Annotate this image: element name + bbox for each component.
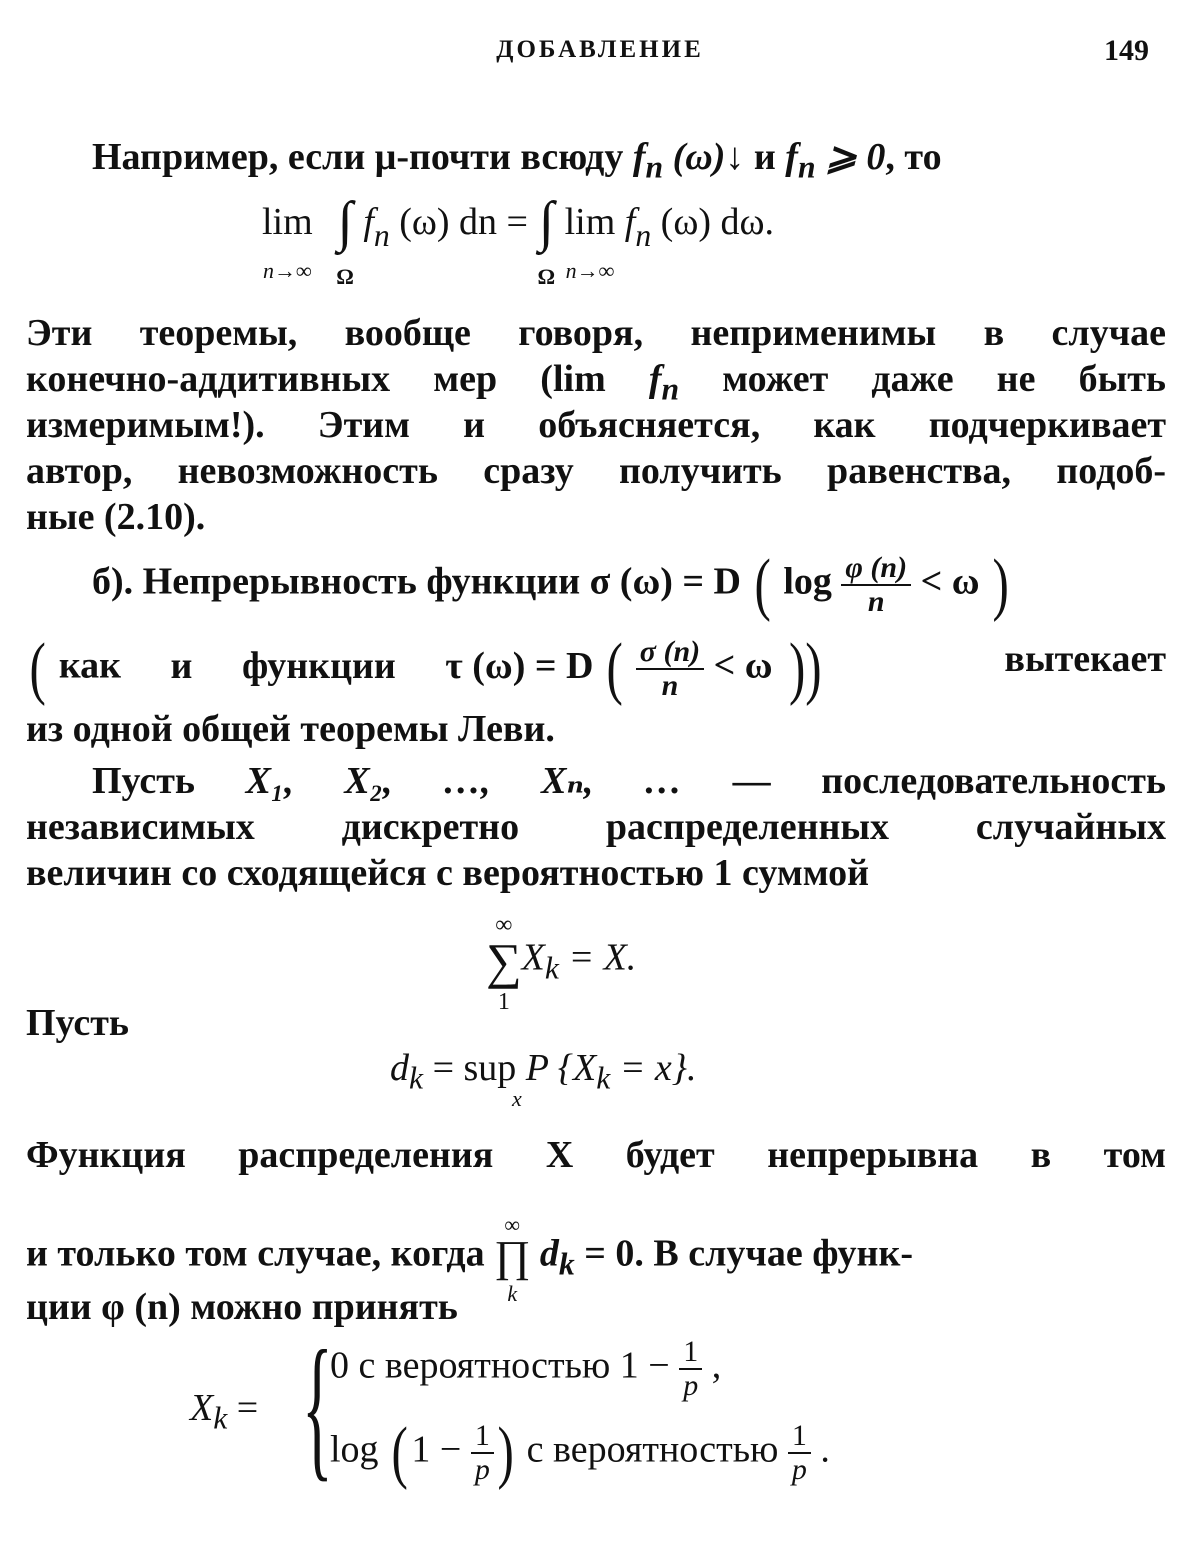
prod-d: d <box>530 1232 559 1275</box>
fraction-sigma-n <box>636 636 704 702</box>
frac2-den: n <box>661 669 679 702</box>
sum-rest: = X. <box>558 936 637 979</box>
sup-sub: k <box>409 1060 424 1096</box>
sum-top: ∞ <box>495 912 513 938</box>
word-func: функции <box>241 644 396 687</box>
para1-text-c: , то <box>885 136 942 178</box>
sum-body: X <box>521 936 545 979</box>
left-integrand: f <box>363 201 374 243</box>
lim-fn: $f_n$ <box>648 358 680 407</box>
sup-eq: = sup <box>423 1047 526 1089</box>
log-label: log <box>783 560 832 603</box>
sup-rest: P {X <box>525 1047 597 1089</box>
integral-right: ∫ Ω <box>537 191 556 289</box>
left-rest: (ω) dn = <box>389 201 538 243</box>
tau-expr: τ (ω) = D <box>445 644 594 687</box>
sup-sub-2: k <box>596 1060 611 1096</box>
sup-rest2: = x}. <box>610 1047 697 1089</box>
sum-sigma: ∑ <box>486 933 522 989</box>
para5-line1: Пусть <box>26 1002 130 1044</box>
word-posl: — последовательность <box>732 760 1167 802</box>
less-omega-2: < ω <box>704 644 773 687</box>
para2-line3: измеримым!). Этим и объясняется, как подчеркивает <box>26 404 1166 446</box>
case1-frac <box>679 1336 702 1402</box>
running-header: ДОБАВЛЕНИЕ <box>496 36 704 63</box>
cases-lhs-sub: k <box>213 1400 228 1436</box>
limit-integral-formula: lim n→∞ ∫ Ω $f_n$ (ω) dn = ∫ Ω lim n→∞ $f_n$ (ω) dω. <box>262 200 774 294</box>
para4-line2: независимых дискретно распределенных случайных <box>26 806 1166 848</box>
case2-end: . <box>810 1428 830 1471</box>
page-number: 149 <box>1104 34 1149 67</box>
para6-line3: ции φ (n) можно принять <box>26 1286 458 1328</box>
prod-symbol: ∏ <box>494 1232 531 1281</box>
para4-line3: величин со сходящейся с вероятностью 1 суммой <box>26 852 870 894</box>
case2-frac <box>471 1420 494 1486</box>
lim-label-right: lim <box>564 201 616 243</box>
integral-domain-left: Ω <box>336 264 354 289</box>
fn-nonneg: $f_n$ ⩾ 0 <box>785 136 886 185</box>
case2-num: 1 <box>471 1420 494 1454</box>
cases-lhs: X <box>190 1387 214 1429</box>
case2-text: с вероятностью <box>517 1428 788 1471</box>
para2-line1: Эти теоремы, вообще говоря, неприменимы в случае <box>26 312 1166 354</box>
prod-top: ∞ <box>504 1212 521 1237</box>
less-omega: < ω <box>911 560 980 603</box>
fraction-phi-n <box>841 552 911 618</box>
fn-expr: $f_n$ (ω)↓ <box>632 136 745 185</box>
case2-den: p <box>474 1453 490 1486</box>
word-vytekaet: вытекает <box>1004 638 1166 680</box>
para6-line2-c: = 0. В случае функ- <box>574 1232 913 1275</box>
para3-line1: б). Непрерывность функции σ (ω) = D ( log $\frac{\varphi (n)}{n}$ < ω ) <box>92 546 1009 623</box>
case1-den: p <box>683 1369 699 1402</box>
lim-label: lim <box>262 201 313 243</box>
frac-num: φ (n) <box>841 552 911 586</box>
sup-d: d <box>390 1047 409 1089</box>
sup-formula <box>390 1046 697 1111</box>
sup-under: x <box>512 1086 522 1111</box>
para6-line2: и только том случае, когда ∞ ∏ k $d_k = 0$. В случае функ- <box>26 1208 1166 1306</box>
cases-brace: { <box>302 1317 333 1495</box>
sequence-x: X₁, X₂, …, Xₙ, … <box>245 760 683 802</box>
para1-text-a: Например, если μ-почти всюду <box>92 136 633 178</box>
para2-line2-b: может даже не быть <box>679 358 1167 400</box>
lim-sub-right: n→∞ <box>565 258 615 283</box>
frac-den: n <box>867 585 885 618</box>
case1-num: 1 <box>679 1336 702 1370</box>
case2-log: log <box>330 1428 379 1471</box>
case2-den2: p <box>791 1453 807 1486</box>
word-i: и <box>170 644 193 687</box>
para3-line3: из одной общей теоремы Леви. <box>26 708 555 750</box>
sum-bottom: 1 <box>497 989 510 1015</box>
para6-line2-a: и только том случае, когда <box>26 1232 485 1275</box>
para4-line1 <box>92 758 1166 804</box>
frac2-num: σ (n) <box>636 636 704 670</box>
integral-domain-right: Ω <box>537 264 556 289</box>
case2-frac2 <box>788 1420 811 1486</box>
case1-text: 0 с вероятностью 1 − <box>330 1344 680 1387</box>
lim-right <box>565 200 616 288</box>
para1-text-b: и <box>744 136 786 178</box>
para6-line1: Функция распределения X будет непрерывна в том <box>26 1134 1166 1176</box>
para1-line1 <box>92 134 1166 191</box>
case1-end: , <box>702 1344 722 1387</box>
integral-left: ∫ Ω <box>336 191 354 289</box>
para2-line2-a: конечно-аддитивных мер (lim <box>26 358 649 400</box>
prod-bottom: k <box>507 1281 518 1306</box>
word-pust: Пусть <box>92 760 196 802</box>
case2-in: 1 − <box>411 1428 471 1471</box>
cases-eq: = <box>227 1387 259 1429</box>
lim-sub: n→∞ <box>263 258 312 283</box>
case-2: log (1 − $\frac{1}{p}$ ) с вероятностью $\frac{1}{p}$ . <box>330 1414 830 1491</box>
lim-left <box>262 200 313 288</box>
case2-num2: 1 <box>788 1420 811 1454</box>
word-kak: как <box>58 644 122 687</box>
para3-text: б). Непрерывность функции σ (ω) = D <box>92 560 741 603</box>
para2-line5: ные (2.10). <box>26 496 206 538</box>
right-rest: (ω) dω. <box>651 201 775 243</box>
para2-line4: автор, невозможность сразу получить равенства, подоб- <box>26 450 1166 492</box>
case-1 <box>330 1336 721 1402</box>
para3-line2: ( как и функции τ (ω) = D ( $\frac{\sigma (n)}{n}$ < ω )) вытекает <box>29 630 1166 707</box>
cases-formula <box>190 1317 1090 1495</box>
sum-sub: k <box>544 950 559 986</box>
